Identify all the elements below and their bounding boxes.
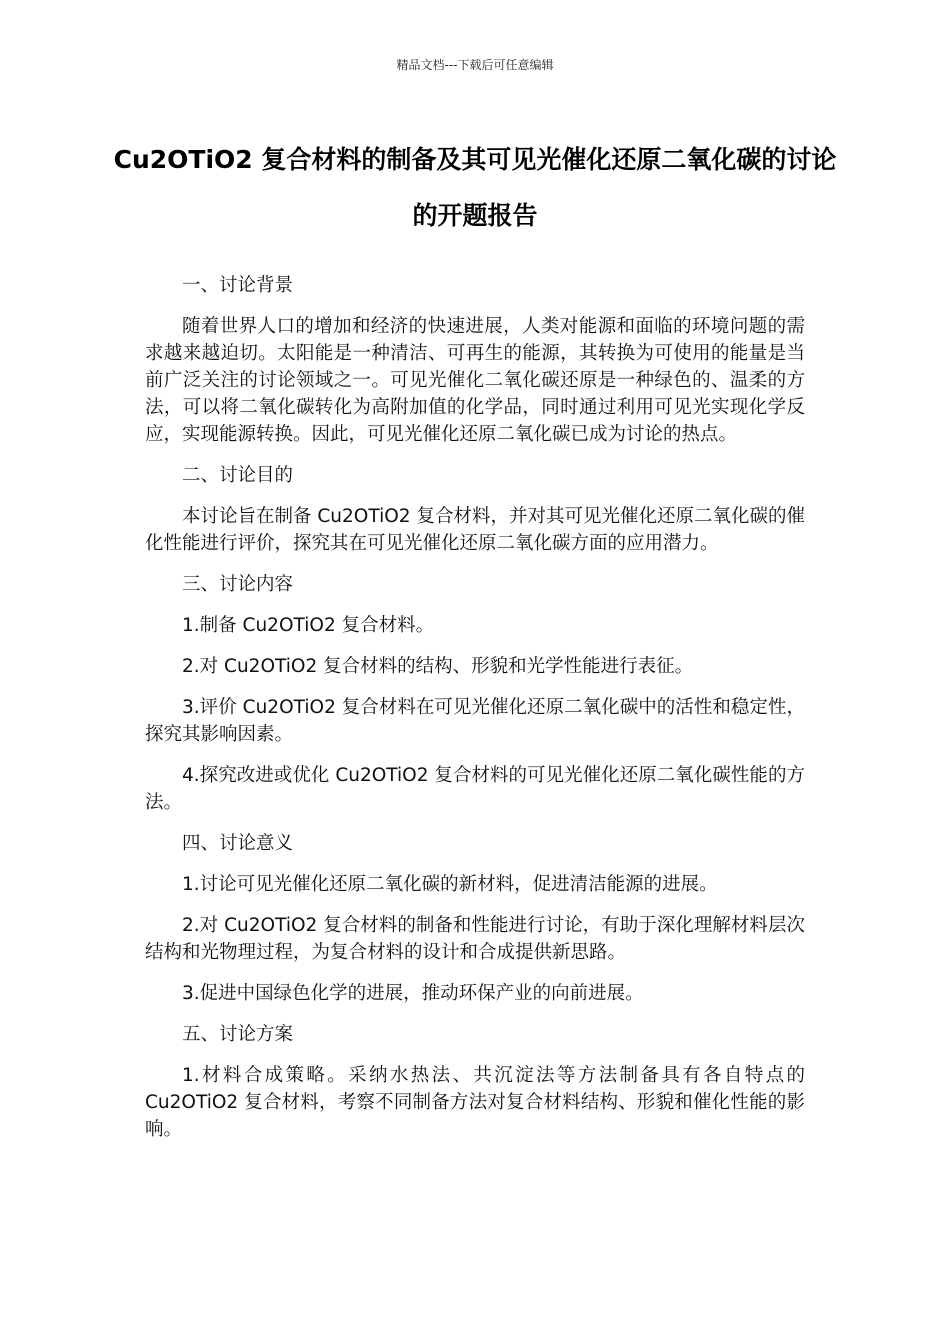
content-item-3: 3.评价 Cu2OTiO2 复合材料在可见光催化还原二氧化碳中的活性和稳定性，探究其影响因素。 <box>145 697 805 745</box>
section-heading-significance: 四、讨论意义 <box>182 833 294 854</box>
section-heading-plan: 五、讨论方案 <box>182 1024 294 1045</box>
significance-item-1: 1.讨论可见光催化还原二氧化碳的新材料，促进清洁能源的进展。 <box>182 874 718 895</box>
content-item-2: 2.对 Cu2OTiO2 复合材料的结构、形貌和光学性能进行表征。 <box>182 656 694 677</box>
document-title: Cu2OTiO2 复合材料的制备及其可见光催化还原二氧化碳的讨论的开题报告 <box>113 145 837 230</box>
significance-item-3: 3.促进中国绿色化学的进展，推动环保产业的向前进展。 <box>182 983 644 1004</box>
significance-item-2: 2.对 Cu2OTiO2 复合材料的制备和性能进行讨论，有助于深化理解材料层次结构和光物理过程，为复合材料的设计和合成提供新思路。 <box>145 915 805 963</box>
page-header: 精品文档---下载后可任意编辑 <box>396 58 554 72</box>
section-heading-background: 一、讨论背景 <box>182 275 294 296</box>
paragraph-purpose: 本讨论旨在制备 Cu2OTiO2 复合材料，并对其可见光催化还原二氧化碳的催化性能进行评价，探究其在可见光催化还原二氧化碳方面的应用潜力。 <box>145 506 805 554</box>
plan-item-1: 1.材料合成策略。采纳水热法、共沉淀法等方法制备具有各自特点的 Cu2OTiO2 复合材料，考察不同制备方法对复合材料结构、形貌和催化性能的影响。 <box>145 1065 805 1140</box>
section-heading-content: 三、讨论内容 <box>182 574 294 595</box>
content-item-1: 1.制备 Cu2OTiO2 复合材料。 <box>182 615 435 636</box>
content-item-4: 4.探究改进或优化 Cu2OTiO2 复合材料的可见光催化还原二氧化碳性能的方法。 <box>145 765 805 813</box>
paragraph-background: 随着世界人口的增加和经济的快速进展，人类对能源和面临的环境问题的需求越来越迫切。太阳能是一种清洁、可再生的能源，其转换为可使用的能量是当前广泛关注的讨论领域之一。可见光催化二氧化碳还原是一种绿色的、温柔的方法，可以将二氧化碳转化为高附加值的化学品，同时通过利用可见光实现化学反应，实现能源转换。因此，可见光催化还原二氧化碳已成为讨论的热点。 <box>145 316 805 445</box>
document-body <box>145 272 805 1157</box>
section-heading-purpose: 二、讨论目的 <box>182 465 294 486</box>
